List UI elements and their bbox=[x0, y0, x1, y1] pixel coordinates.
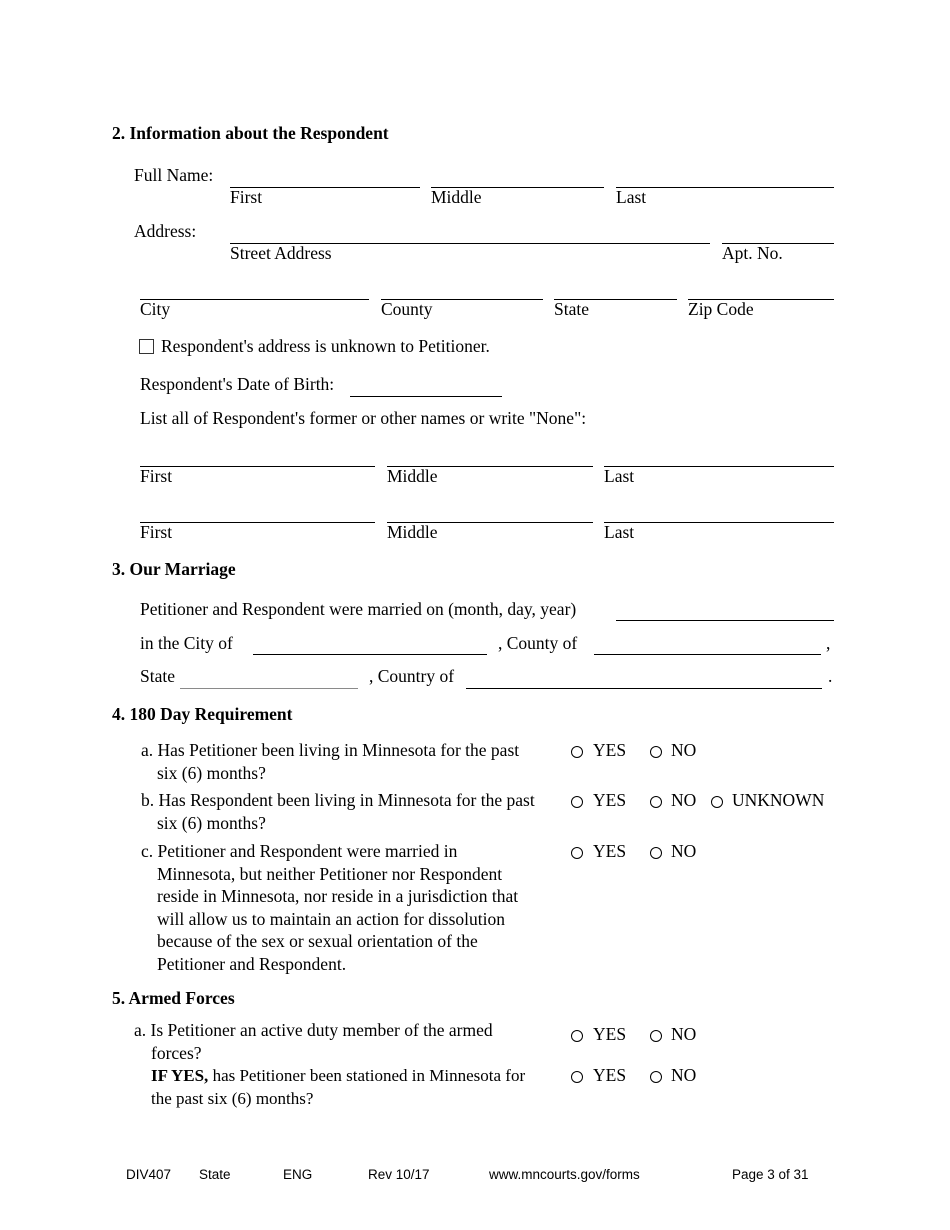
city-of-label: in the City of bbox=[140, 633, 233, 653]
q4a-line-2: six (6) months? bbox=[157, 762, 266, 783]
former-last-field-2[interactable] bbox=[604, 522, 834, 523]
former-last-caption-1: Last bbox=[604, 466, 635, 486]
marriage-county-field[interactable] bbox=[594, 654, 821, 655]
q5a-ifyes-no-radio[interactable] bbox=[650, 1071, 662, 1083]
q4c-line-3: reside in Minnesota, nor reside in a jurisdiction that bbox=[157, 886, 519, 906]
q5a-yes-label: YES bbox=[593, 1024, 627, 1044]
q5a-yes-radio[interactable] bbox=[571, 1030, 583, 1042]
dob-field[interactable] bbox=[350, 396, 502, 397]
period-mark: . bbox=[828, 666, 833, 686]
apt-caption: Apt. No. bbox=[722, 243, 783, 263]
q4b-no-radio[interactable] bbox=[650, 796, 662, 808]
country-of-label: , Country of bbox=[369, 666, 455, 686]
street-caption: Street Address bbox=[230, 243, 332, 263]
former-first-field-1[interactable] bbox=[140, 466, 375, 467]
marriage-state-field[interactable] bbox=[180, 688, 358, 689]
q4a-no-label: NO bbox=[671, 740, 697, 760]
middle-caption: Middle bbox=[431, 187, 482, 207]
q5a-ifyes-line-1 bbox=[151, 1065, 525, 1088]
q5a-ifyes-line-2: the past six (6) months? bbox=[151, 1088, 314, 1108]
section-4-heading: 4. 180 Day Requirement bbox=[112, 704, 293, 724]
q4c-yes-label: YES bbox=[593, 841, 627, 861]
city-field[interactable] bbox=[140, 299, 369, 300]
state-label: State bbox=[140, 666, 175, 686]
q4c-text bbox=[141, 840, 518, 975]
q4b-yes-label: YES bbox=[593, 790, 627, 810]
former-last-caption-2: Last bbox=[604, 522, 635, 542]
marriage-city-field[interactable] bbox=[253, 654, 487, 655]
address-label: Address: bbox=[134, 221, 197, 241]
q4b-unknown-label: UNKNOWN bbox=[732, 790, 825, 810]
q4b-text bbox=[141, 789, 535, 834]
former-middle-caption-1: Middle bbox=[387, 466, 438, 486]
former-first-caption-2: First bbox=[140, 522, 173, 542]
q4a-yes-radio[interactable] bbox=[571, 746, 583, 758]
q5a-ifyes-text bbox=[151, 1065, 525, 1110]
former-last-field-1[interactable] bbox=[604, 466, 834, 467]
city-caption: City bbox=[140, 299, 171, 319]
county-caption: County bbox=[381, 299, 433, 319]
footer-revision: Rev 10/17 bbox=[368, 1167, 430, 1182]
footer-url: www.mncourts.gov/forms bbox=[489, 1167, 640, 1182]
former-middle-caption-2: Middle bbox=[387, 522, 438, 542]
q5a-ifyes-yes-radio[interactable] bbox=[571, 1071, 583, 1083]
state-caption: State bbox=[554, 299, 589, 319]
footer-form-code: DIV407 bbox=[126, 1167, 172, 1182]
q5a-ifyes-yes-label: YES bbox=[593, 1065, 627, 1085]
q4c-no-radio[interactable] bbox=[650, 847, 662, 859]
last-name-field[interactable] bbox=[616, 187, 834, 188]
ifyes-rest: has Petitioner been stationed in Minnesota for bbox=[208, 1066, 526, 1085]
q4c-line-5: because of the sex or sexual orientation of the bbox=[157, 931, 478, 951]
q4c-line-2: Minnesota, but neither Petitioner nor Respondent bbox=[157, 863, 503, 884]
comma-mark: , bbox=[826, 633, 831, 653]
first-caption: First bbox=[230, 187, 263, 207]
county-of-label: , County of bbox=[498, 633, 578, 653]
q4a-yes-label: YES bbox=[593, 740, 627, 760]
footer-page-number: Page 3 of 31 bbox=[732, 1167, 809, 1182]
q5a-line-2: forces? bbox=[151, 1042, 202, 1063]
address-unknown-label: Respondent's address is unknown to Petitioner. bbox=[161, 336, 490, 356]
zip-caption: Zip Code bbox=[688, 299, 754, 319]
footer-state: State bbox=[199, 1167, 231, 1182]
marriage-date-field[interactable] bbox=[616, 620, 834, 621]
q4b-no-label: NO bbox=[671, 790, 697, 810]
section-3-heading: 3. Our Marriage bbox=[112, 559, 236, 579]
former-first-caption-1: First bbox=[140, 466, 173, 486]
q5a-no-label: NO bbox=[671, 1024, 697, 1044]
q4b-line-2: six (6) months? bbox=[157, 812, 266, 833]
q4a-text bbox=[141, 739, 519, 784]
q4c-line-6: Petitioner and Respondent. bbox=[157, 953, 347, 974]
q4b-line-1: b. Has Respondent been living in Minnesota for the past bbox=[141, 790, 535, 810]
q4a-line-1: a. Has Petitioner been living in Minnesota for the past bbox=[141, 740, 520, 760]
q4b-yes-radio[interactable] bbox=[571, 796, 583, 808]
q4c-no-label: NO bbox=[671, 841, 697, 861]
ifyes-bold: IF YES, bbox=[151, 1066, 209, 1085]
full-name-label: Full Name: bbox=[134, 165, 214, 185]
former-names-label: List all of Respondent's former or other names or write "None": bbox=[140, 408, 587, 428]
q5a-text bbox=[134, 1019, 493, 1064]
section-5-heading: 5. Armed Forces bbox=[112, 988, 235, 1008]
q4a-no-radio[interactable] bbox=[650, 746, 662, 758]
last-caption: Last bbox=[616, 187, 647, 207]
married-on-label: Petitioner and Respondent were married on (month, day, year) bbox=[140, 599, 577, 619]
former-first-field-2[interactable] bbox=[140, 522, 375, 523]
marriage-country-field[interactable] bbox=[466, 688, 822, 689]
q5a-ifyes-no-label: NO bbox=[671, 1065, 697, 1085]
q4c-yes-radio[interactable] bbox=[571, 847, 583, 859]
section-2-heading: 2. Information about the Respondent bbox=[112, 123, 389, 143]
q4b-unknown-radio[interactable] bbox=[711, 796, 723, 808]
dob-label: Respondent's Date of Birth: bbox=[140, 374, 335, 394]
q5a-line-1: a. Is Petitioner an active duty member of the armed bbox=[134, 1020, 493, 1040]
q4c-line-4: will allow us to maintain an action for dissolution bbox=[157, 908, 506, 929]
footer-language: ENG bbox=[283, 1167, 313, 1182]
q4c-line-1: c. Petitioner and Respondent were married in bbox=[141, 841, 458, 861]
q5a-no-radio[interactable] bbox=[650, 1030, 662, 1042]
address-unknown-checkbox[interactable] bbox=[139, 339, 154, 354]
